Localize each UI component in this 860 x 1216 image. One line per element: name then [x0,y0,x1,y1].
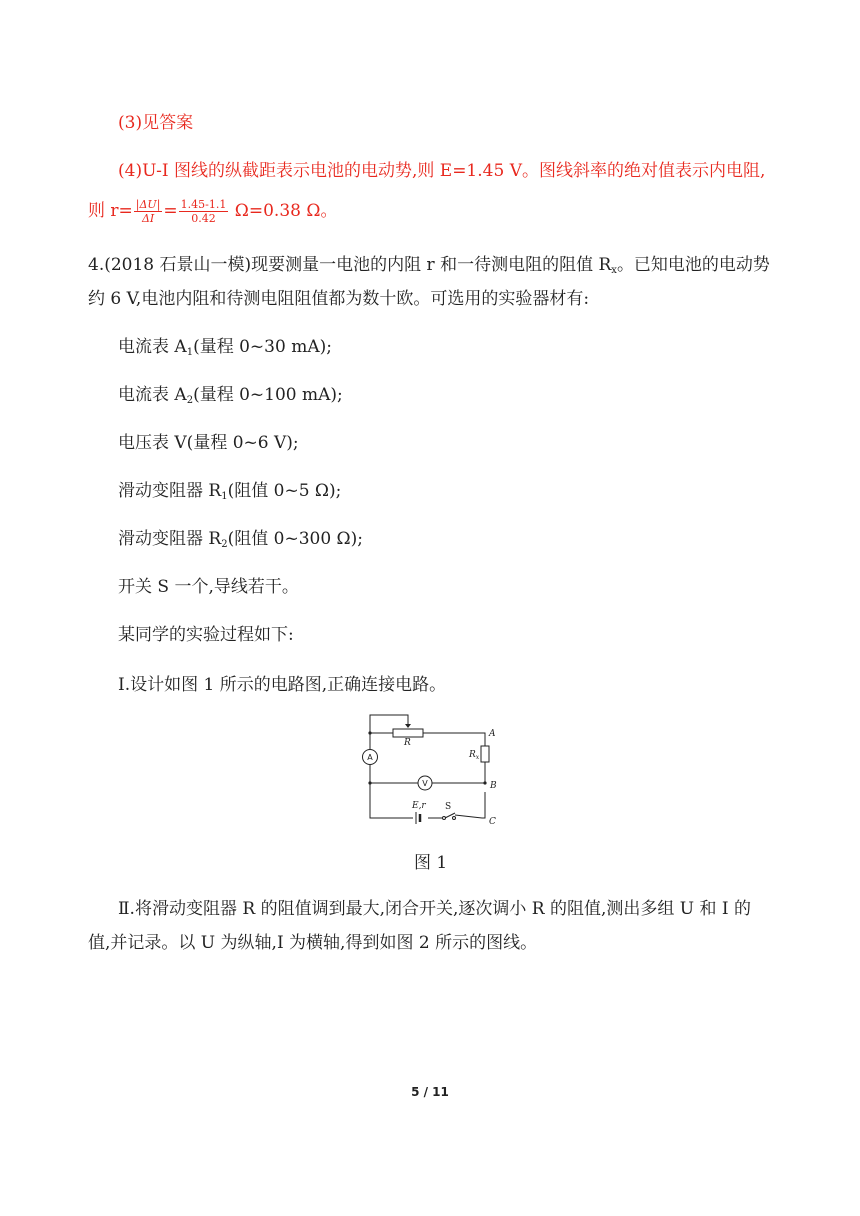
page-number: 5 / 11 [411,1085,449,1099]
rheostat-icon [393,729,423,737]
label-node-c: C [489,817,496,826]
answer-4-equals: = [163,201,178,221]
label-node-b: B [490,781,497,791]
equipment-item-text: 电流表 A [118,385,187,405]
fraction-values-numerator: 1.45-1.1 [180,198,227,211]
fraction-delta [134,198,163,225]
circuit-diagram [355,712,515,826]
question-line1 [88,254,770,276]
equipment-item-text: 开关 S 一个,导线若干。 [118,577,299,597]
equipment-item-text: (量程 0~30 mA); [193,337,332,357]
question-line1-sub: x [611,265,617,276]
step-2-line1: Ⅱ.将滑动变阻器 R 的阻值调到最大,闭合开关,逐次调小 R 的阻值,测出多组 U 和 I 的 [118,899,752,919]
answer-4-suffix: Ω=0.38 Ω。 [229,201,338,221]
equipment-item-text: 滑动变阻器 R [118,481,222,501]
label-node-a: A [489,729,496,739]
ammeter-label: A [367,753,373,762]
label-r: R [404,738,411,748]
question-line1-end: 。已知电池的电动势 [616,255,770,275]
answer-4-line2 [88,198,337,225]
figure-caption: 图 1 [414,853,448,873]
equipment-item-sub: 2 [221,539,228,550]
label-switch: S [445,802,452,812]
label-battery: E,r [412,801,426,811]
process-intro: 某同学的实验过程如下: [118,625,294,645]
junction-dot [483,781,486,784]
equipment-item-rheostat-1 [118,480,341,502]
battery-icon [416,812,420,824]
junction-dot [368,731,371,734]
equipment-item-sub: 2 [186,395,194,406]
equipment-item-text: (阻值 0~5 Ω); [227,481,342,501]
question-line2: 约 6 V,电池内阻和待测电阻阻值都为数十欧。可选用的实验器材有: [88,289,590,309]
voltmeter-label: V [422,779,428,788]
answer-4-line1: (4)U-I 图线的纵截距表示电池的电动势,则 E=1.45 V。图线斜率的绝对值表示内电阻, [118,161,766,181]
fraction-values [179,198,229,225]
fraction-delta-numerator: |ΔU| [135,198,161,211]
label-rx: $R_x$ [469,750,480,761]
question-line1-text: 4.(2018 石景山一模)现要测量一电池的内阻 r 和一待测电阻的阻值 R [88,255,612,275]
equipment-item-text: (阻值 0~300 Ω); [227,529,363,549]
equipment-item-text: 滑动变阻器 R [118,529,222,549]
fraction-values-denominator: 0.42 [191,212,216,225]
equipment-item-sub: 1 [221,491,228,502]
equipment-item-ammeter-1 [118,336,332,358]
equipment-item-ammeter-2 [118,384,343,406]
equipment-item-sub: 1 [186,347,194,358]
step-1: Ⅰ.设计如图 1 所示的电路图,正确连接电路。 [118,675,447,695]
equipment-item-text: 电压表 V(量程 0~6 V); [118,433,299,453]
answer-4-prefix: 则 r= [88,201,133,221]
slider-arrow-icon [405,724,411,728]
equipment-item-text: 电流表 A [118,337,187,357]
step-2-line2: 值,并记录。以 U 为纵轴,I 为横轴,得到如图 2 所示的图线。 [88,933,538,953]
equipment-item-switch [118,576,299,598]
fraction-delta-denominator: ΔI [141,212,155,225]
equipment-item-rheostat-2 [118,528,363,550]
junction-dot [368,781,371,784]
resistor-rx-icon [481,746,489,762]
equipment-item-text: (量程 0~100 mA); [193,385,343,405]
answer-3: (3)见答案 [118,113,194,133]
equipment-item-voltmeter [118,432,299,454]
